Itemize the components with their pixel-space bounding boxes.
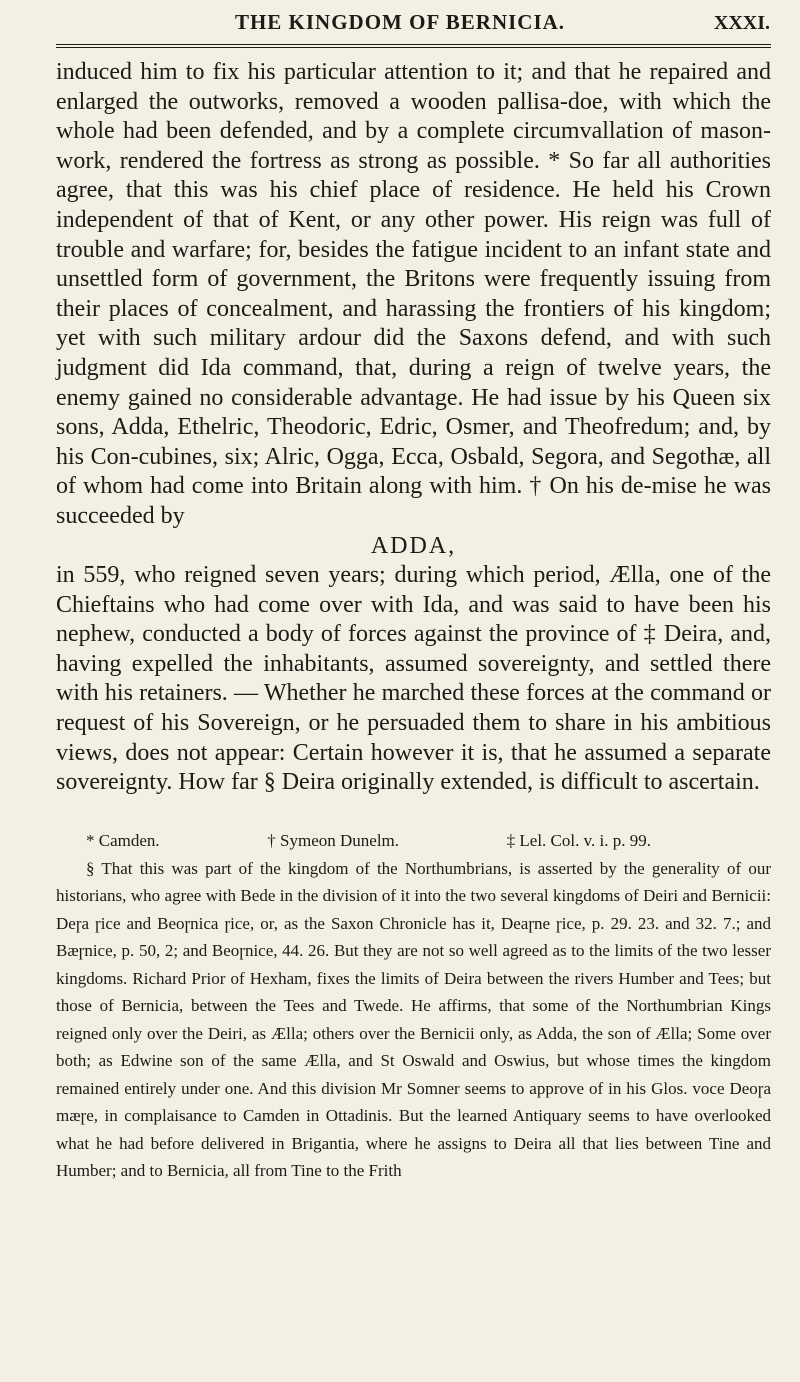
main-text [56, 58, 771, 798]
section-heading: ADDA, [370, 532, 457, 559]
footnote-4: § That this was part of the kingdom of the Northumbrians, is asserted by the generality of our historians, who agree with Bede in the division of it into the two several kingdoms of Deiri and Bernicii: Deɼa ɼice and Beoɼnica ɼice, or, as the Saxon Chronicle has it, Deaɼne ɼice, p. 29. 23. and 32. 7.; and Bæɼnice, p. 50, 2; and Beoɼnice, 44. 26. But they are not so well agreed as to the limits of the two lesser kingdoms. Richard Prior of Hexham, fixes the limits of Deira between the rivers Humber and Tees; but those of Bernicia, between the Tees and Twede. He affirms, that some of the Northumbrian Kings reigned only over the Deiri, as Ælla; others over the Bernicii only, as Adda, the son of Ælla; Some over both; as Edwine son of the same Ælla, and St Oswald and Oswius, but whose times the kingdom remained entirely under one. And this division Mr Somner seems to approve of in his Glos. voce Deoɼa mæɼe, in complaisance to Camden in Ottadinis. But the learned Antiquary seems to have overlooked what he had before delivered in Brigantia, where he assigns to Deira all that lies between Tine and Humber; and to Bernicia, all from Tine to the Frith [56, 858, 771, 1180]
footnote-references [56, 827, 771, 855]
paragraph: induced him to fix his particular attention to it; and that he repaired and enlarged the outworks, removed a wooden pallisa-doe, with which the whole had been defended, and by a complete circumvallation of mason-work, rendered the fortress as strong as possible. * So far all authorities agree, that this was his chief place of residence. He held his Crown independent of that of Kent, or any other power. His reign was full of trouble and warfare; for, besides the fatigue incident to an infant state and unsettled form of government, the Britons were frequently issuing from their places of concealment, and harassing the frontiers of his kingdom; yet with such military ardour did the Saxons defend, and with such judgment did Ida command, that, during a reign of twelve years, the enemy gained no considerable advantage. He had issue by his Queen six sons, Adda, Ethelric, Theodoric, Edric, Osmer, and Theofredum; and, by his Con-cubines, six; Alric, Ogga, Ecca, Osbald, Segora, and Segothæ, all of whom had come into Britain along with him. † On his de-mise he was succeeded by [56, 59, 771, 529]
running-title: THE KINGDOM OF BERNICIA. [234, 10, 566, 34]
footnote-3: ‡ Lel. Col. v. i. p. 99. [506, 831, 651, 850]
footnote-1: * Camden. [86, 831, 160, 850]
footnote-2: † Symeon Dunelm. [267, 831, 400, 850]
page-header [0, 6, 800, 40]
header-rule [56, 44, 771, 48]
footnotes [56, 827, 771, 1185]
page-number: XXXI. [713, 12, 770, 34]
paragraph: in 559, who reigned seven years; during which period, Ælla, one of the Chieftains who had come over with Ida, and was said to have been his nephew, conducted a body of forces against the province of ‡ Deira, and, having expelled the inhabitants, assumed sovereignty, and settled there with his retainers. — Whether he marched these forces at the command or request of his Sovereign, or he persuaded them to share in his ambitious views, does not appear: Certain however it is, that he assumed a separate sovereignty. How far § Deira originally extended, is difficult to ascertain. [56, 562, 771, 796]
